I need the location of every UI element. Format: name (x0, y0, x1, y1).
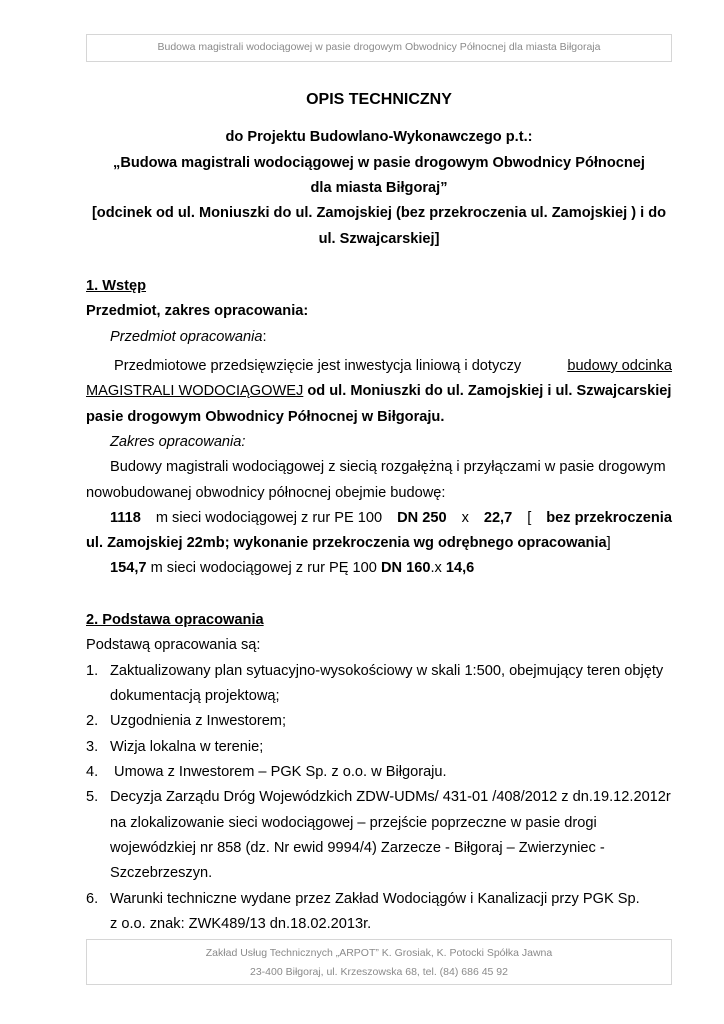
title-line-5: ul. Szwajcarskiej] (318, 231, 440, 247)
section-2-intro: Podstawą opracowania są: (86, 637, 261, 653)
p1-underlined: budowy odcinka (567, 358, 672, 374)
list-number: 5. (86, 789, 99, 805)
header-text: Budowa magistrali wodociągowej w pasie drogowym Obwodnicy Północnej dla miasta Biłgoraja (157, 41, 601, 53)
r1-note: bez przekroczenia (546, 510, 672, 526)
r1-desc: m sieci wodociągowej z rur PE 100 (155, 510, 383, 526)
scope-row-1-line-2 (86, 533, 672, 553)
r1-dn: DN 250 (397, 510, 447, 526)
r1-note-cont: ul. Zamojskiej 22mb; wykonanie przekroczenia wg odrębnego opracowania (86, 535, 607, 551)
paragraph-1-line-3: pasie drogowym Obwodnicy Północnej w Biłgoraju. (86, 409, 445, 425)
list-item-4: Umowa z Inwestorem – PGK Sp. z o.o. w Biłgoraju. (110, 764, 447, 780)
list-item-5-line-1: Decyzja Zarządu Dróg Wojewódzkich ZDW-UDMs/ 431-01 /408/2012 z dn.19.12.2012r (110, 789, 671, 805)
magistrala-route: od ul. Moniuszki do ul. Zamojskiej i ul. Szwajcarskiej (303, 383, 672, 399)
footer-company: Zakład Usług Technicznych „ARPOT” K. Grosiak, K. Potocki Spółka Jawna (205, 947, 553, 959)
r2-dn: DN 160 (380, 560, 431, 576)
list-item-5-line-3: wojewódzkiej nr 858 (dz. Nr ewid 9994/4) Zarzecze - Biłgoraj – Zwierzyniec - (110, 840, 605, 856)
r2-x: .x (430, 560, 446, 576)
r2-desc: m sieci wodociągowej z rur PĘ 100 (146, 560, 381, 576)
list-item-2: Uzgodnienia z Inwestorem; (110, 713, 287, 729)
section-2-heading: 2. Podstawa opracowania (86, 612, 264, 628)
scope-row-1 (110, 508, 672, 528)
list-item-5-line-2: na zlokalizowanie sieci wodociągowej – przejście poprzeczne w pasie drogi (110, 815, 597, 831)
document-title: OPIS TECHNICZNY (306, 91, 452, 108)
r2-length: 154,7 (110, 560, 147, 576)
list-number: 1. (86, 663, 99, 679)
title-line-2: „Budowa magistrali wodociągowej w pasie drogowym Obwodnicy Północnej (113, 155, 645, 171)
page-header (86, 34, 672, 62)
page-footer (86, 939, 672, 985)
przedmiot-colon: : (262, 329, 267, 345)
paragraph-1-line-1 (114, 356, 672, 376)
title-line-3: dla miasta Biłgoraj” (310, 180, 448, 196)
zakres-label: Zakres opracowania: (110, 434, 246, 450)
title-line-4: [odcinek od ul. Moniuszki do ul. Zamojskiej (bez przekroczenia ul. Zamojskiej ) i do (91, 205, 667, 221)
r1-length: 1118 (110, 510, 141, 526)
list-number: 3. (86, 739, 99, 755)
paragraph-1-line-2 (86, 381, 672, 401)
r1-x: x (461, 510, 469, 526)
scope-row-2 (110, 558, 696, 578)
title-line-1: do Projektu Budowlano-Wykonawczego p.t.: (225, 129, 533, 145)
list-item-1-line-2: dokumentacją projektową; (110, 688, 280, 704)
footer-address: 23-400 Biłgoraj, ul. Krzeszowska 68, tel. (84) 686 45 92 (250, 966, 508, 978)
list-number: 4. (86, 764, 99, 780)
list-number: 2. (86, 713, 99, 729)
list-item-6-line-1: Warunki techniczne wydane przez Zakład Wodociągów i Kanalizacji przy PGK Sp. (110, 891, 640, 907)
list-number: 6. (86, 891, 99, 907)
paragraph-2-line-1: Budowy magistrali wodociągowej z siecią rozgałężną i przyłączami w pasie drogowym (110, 459, 666, 475)
r1-bracket-close: ] (606, 535, 611, 551)
r1-bracket: [ (527, 510, 532, 526)
r1-wall: 22,7 (483, 510, 513, 526)
section-1-subheading: Przedmiot, zakres opracowania: (86, 303, 309, 319)
section-1-heading: 1. Wstęp (86, 278, 147, 294)
r2-wall: 14,6 (445, 560, 475, 576)
list-item-3: Wizja lokalna w terenie; (110, 739, 264, 755)
magistrala-label: MAGISTRALI WODOCIĄGOWEJ (86, 383, 304, 399)
przedmiot-label: Przedmiot opracowania (110, 329, 263, 345)
list-item-6-line-2: z o.o. znak: ZWK489/13 dn.18.02.2013r. (110, 916, 372, 932)
paragraph-2-line-2: nowobudowanej obwodnicy północnej obejmie budowę: (86, 485, 446, 501)
p1-text: Przedmiotowe przedsięwzięcie jest inwestycja liniową i dotyczy (114, 358, 522, 374)
list-item-5-line-4: Szczebrzeszyn. (110, 865, 213, 881)
przedmiot-label-line (110, 327, 696, 347)
list-item-1-line-1: Zaktualizowany plan sytuacyjno-wysokościowy w skali 1:500, obejmujący teren objęty (110, 663, 664, 679)
